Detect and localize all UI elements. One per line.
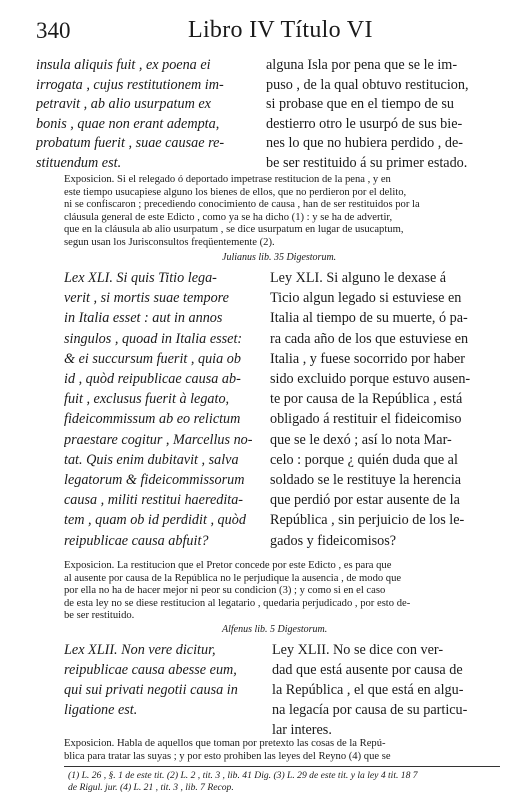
text-line: probatum fuerit , suae causae re- [36,135,225,151]
text-line: na legacía por causa de su particu- [272,702,468,718]
text-line: & ei succursum fuerit , quia ob [64,350,241,367]
text-line: alguna Isla por pena que se le im- [266,57,458,73]
text-line: Ley XLII. No se dice con ver- [272,642,444,658]
text-line: qui sui privati negotii causa in [64,682,238,698]
text-line: cláusula general de este Edicto , como ya se ha dicho (1) : y se ha de advertir, [64,211,393,223]
lex-42-spanish-column [272,640,506,740]
exposicion-paragraph [64,560,500,623]
text-line: Italia al tiempo de su muerte, ó pa- [270,310,468,327]
text-line: tem , quam ob id perdidit , quòd [64,512,246,529]
text-line: reipublicae causa abesse eum, [64,662,237,678]
text-line: ligatione est. [64,702,138,718]
text-line: legatorum & fideicommissorum [64,472,245,489]
text-line: soldado se le restituye la herencia [270,472,462,489]
text-line: que perdió por estar ausente de la [270,492,460,509]
text-line: Exposicion. Si el relegado ó deportado impetrase restitucion de la pena , y en [64,174,391,185]
text-line: id , quòd reipublicae causa ab- [64,371,241,388]
text-line: por ella no ha de hacer mejor ni peor su condicion (3) ; y como si en el caso [64,585,386,596]
text-line: petravit , ab alio usurpatum ex [36,96,211,112]
text-line: al ausente por causa de la República no le perjudique la ausencia , de modo que [64,572,402,584]
text-line: este tiempo usucapiese alguno los bienes de ellos, que no perdieron por el delito, [64,186,407,198]
text-line: Exposicion. La restitucion que el Pretor concede por este Edicto , es para que [64,560,392,571]
page-header [36,16,496,50]
lex-41-spanish-column [270,268,506,551]
text-line: de esta ley no se diese restitucion al legatario , quedaria perjudicado , por esto de- [64,597,411,609]
text-line: insula aliquis fuit , ex poena ei [36,57,211,73]
footnotes [68,770,500,794]
text-line: Exposicion. Habla de aquellos que toman por pretexto las cosas de la Repú- [64,738,386,749]
text-line: que en la cláusula ab alio usurpatum , se dice usurpatum en lugar de usucaptum, [64,224,404,235]
text-line: Lex XLI. Si quis Titio lega- [64,270,217,286]
top-latin-column [36,56,248,173]
exposicion-paragraph [64,174,500,249]
footnote-line: (1) L. 26 , §. 1 de este tit. (2) L. 2 , tit. 3 , lib. 41 Dig. (3) L. 29 de este tit. y la ley 4 tit. 18 7 [68,770,418,781]
text-line: nes lo que no hubiera perdido , de- [266,135,463,151]
text-line: obligado á restituir el fideicomiso [270,411,462,428]
source-citation: Alfenus lib. 5 Digestorum. [222,624,328,635]
text-line: causa , militi restitui haeredita- [64,492,244,509]
text-line: Italia , y fuese socorrido por haber [270,350,466,367]
footnote-rule [64,766,500,767]
exposicion-paragraph [64,738,500,763]
text-line: ni se confiscaron ; precediendo conocimiento de causa , han de ser restituidos por la [64,199,420,210]
text-line: reipublicae causa abfuit? [64,532,209,549]
source-citation: Julianus lib. 35 Digestorum. [222,252,337,263]
text-line: be ser restituido á su primer estado. [266,154,468,171]
text-line: fuit , exclusus fuerit à legato, [64,391,230,408]
text-line: destierro otro le usurpó de sus bie- [266,115,463,132]
text-line: irrogata , cujus restitutionem im- [36,76,224,93]
text-line: sido excluido porque estuvo ausen- [270,371,471,388]
text-line: lar interes. [272,722,332,738]
text-line: ra cada año de los que estuviese en [270,330,469,347]
text-line: fideicommissum ab eo relictum [64,411,241,428]
text-line: singulos , quoad in Italia esset: [64,330,243,347]
text-line: blica para tratar las suyas ; y por esto prohiben las leyes del Reyno (4) que se [64,750,391,762]
text-line: Ticio algun legado si estuviese en [270,290,462,307]
text-line: República , sin perjuicio de los le- [270,512,465,529]
page-number: 340 [36,18,71,43]
text-line: segun usan los Jurisconsultos freqüentemente (2). [64,236,275,248]
text-line: dad que está ausente por causa de [272,662,463,678]
text-line: verit , si mortis suae tempore [64,290,229,307]
text-line: bonis , quae non erant adempta, [36,115,220,132]
text-line: puso , de la qual obtuvo restitucion, [266,76,469,93]
text-line: praestare cogitur , Marcellus no- [64,431,253,448]
text-line: Ley XLI. Si alguno le dexase á [270,270,447,286]
text-line: tat. Quis enim dubitavit , salva [64,451,239,468]
text-line: te por causa de la República , está [270,391,463,408]
lex-41-latin-column [64,268,256,551]
lex-42-latin-column [64,640,260,720]
text-line: si probase que en el tiempo de su [266,96,454,112]
running-title: Libro IV Título VI [188,17,373,43]
text-line: stituendum est. [36,154,122,171]
text-line: be ser restituido. [64,610,135,621]
text-line: in Italia esset : aut in annos [64,310,223,327]
text-line: la República , el que está en algu- [272,682,464,698]
text-line: que se le dexó ; así lo nota Mar- [270,431,452,448]
text-line: gados y fideicomisos? [270,532,397,549]
footnote-line: de Rigul. jur. (4) L. 21 , tit. 3 , lib. 7 Recop. [68,782,234,793]
top-spanish-column [266,56,506,173]
text-line: Lex XLII. Non vere dicitur, [64,642,216,658]
text-line: celo : porque ¿ quién duda que al [270,451,458,468]
